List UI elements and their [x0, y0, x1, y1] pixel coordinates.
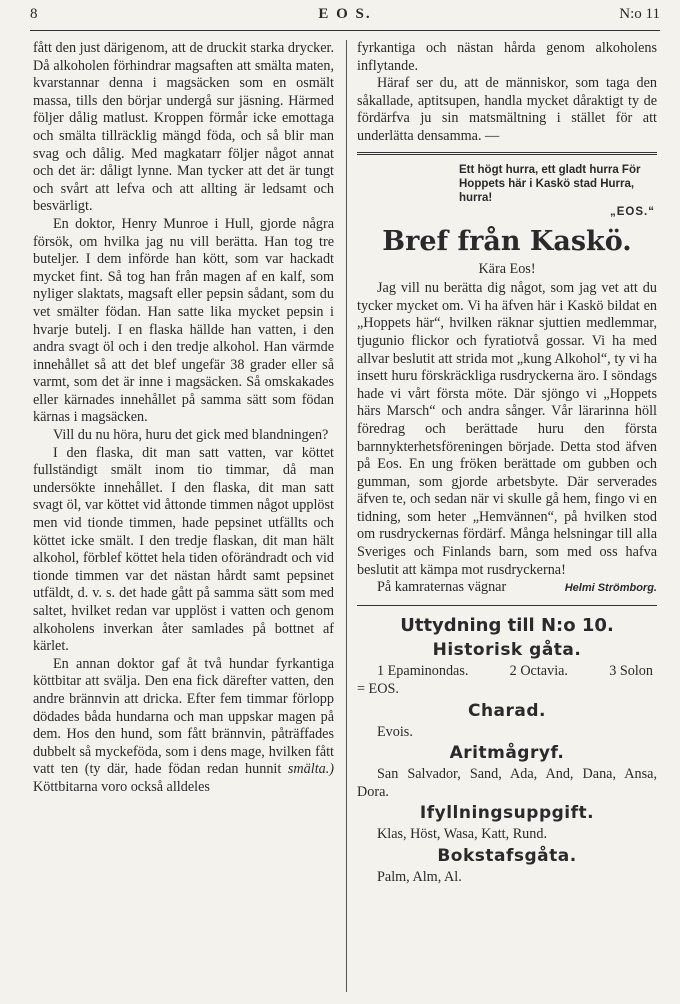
header-rule — [30, 30, 660, 31]
fyll-title: Ifyllningsuppgift. — [419, 803, 595, 824]
telegram — [459, 163, 657, 219]
answer: 3 Solon — [609, 663, 653, 680]
left-column — [33, 40, 334, 994]
fyll-answer: Klas, Höst, Wasa, Katt, Rund. — [377, 826, 548, 843]
charad-title: Charad. — [467, 700, 547, 721]
historisk-eq: = EOS. — [357, 681, 399, 698]
page-number: 8 — [30, 6, 38, 22]
paragraph: fått den just därigenom, att de druckit starka drycker. Då alkoholen förhindrar magsaften att smälta maten, kvarstannar denna i magsäcken som en osmält massa, tills den börjar undergå sur jäsning. Härmed följer dålig matlust. Kroppen förmår icke emottaga och smälta tillräcklig mängd föda, och så blir man svag och dålig. Med magkatarr följer något annat och det är: dåligt lynne. Man tycker att det är tungt och svårt att lefva och att allting är ledsamt och besvärligt. — [33, 40, 334, 215]
italic-phrase: smälta.) — [287, 761, 334, 778]
paragraph: En doktor, Henry Munroe i Hull, gjorde några försök, om hvilka jag nu vill berätta. Han tog tre buteljer. I dem införde han kött, som var hackadt mycket fint. Så tog han från magen af en kalf, som nyliger slaktats, magsaft eller pepsin sådant, som du vet smälter födan. Han satte lika mycket pepsin i hvarje butelj. I en flaska hällde han vatten, i den andra svagt öl och i den tredje alkohol. Han värmde innehållet så att det blef ungefär 38 grader eller så varmt, som det är inne i magsäcken. Så omskakades eller kärnades innehållet på samma sätt som födan kärnas i magsäcken. — [33, 215, 334, 426]
paragraph: Häraf ser du, att de människor, som taga den såkallade, aptitsupen, handla mycket dåraktigt ty de fördärfva ju sin matsmältning i stället för att underlätta densamma. — — [357, 75, 657, 144]
paragraph: Vill du nu höra, huru det gick med blandningen? — [53, 427, 329, 444]
paragraph: fyrkantiga och nästan hårda genom alkoholens inflytande. — [357, 40, 657, 74]
page-header — [30, 6, 660, 30]
answer: 1 Epaminondas. — [377, 663, 469, 680]
charad-answer: Evois. — [377, 723, 413, 740]
solutions-title: Uttydning till N:o 10. — [400, 615, 614, 637]
paragraph-tail: Köttbitarna voro också alldeles — [33, 778, 210, 795]
journal-title: E O S. — [318, 6, 372, 22]
issue-number: N:o 11 — [619, 6, 660, 22]
paragraph: I den flaska, dit man satt vatten, var köttet fullständigt smält inom tio timmar, då man undersökte innehållet. I den flaska, dit man satt svagt öl, var köttet vid åttonde timmen något upplöst men vid tionde timmen, hade pepsinet utfällts och köttet icke smält. I den tredje flaskan, dit man hält alkohol, förblef köttet hela tiden oförändradt och vid tionde timmen var det nästan hårdt samt pepsinet utfäldt, d. v. s. det hade gått på samma sätt som med saltet, hvilket redan var upplöst i vatten och genom alkoholens inverkan åter samlades på bottnet af kärlet. — [33, 444, 334, 655]
letter-closing: På kamraternas vägnar — [377, 579, 507, 596]
telegram-text: Ett högt hurra, ett gladt hurra För Hoppets här i Kaskö stad Hurra, hurra! — [459, 163, 641, 204]
paragraph-last — [33, 656, 334, 797]
aritm-answer: San Salvador, Sand, Ada, And, Dana, Ansa, Dora. — [357, 766, 657, 800]
bok-answer: Palm, Alm, Al. — [377, 869, 462, 885]
historisk-title: Historisk gåta. — [432, 640, 582, 661]
aritm-title: Aritmågryf. — [449, 743, 565, 764]
answer: 2 Octavia. — [509, 663, 568, 680]
letter-paragraph: Jag vill nu berätta dig något, som jag vet att du tycker mycket om. Vi ha äfven här i Kaskö bildat en „Hoppets här“, hvilken räknar sjuttien medlemmar, tjugunio flickor och fyratiotvå gossar. Vi ha med allvar beslutit att strida mot „kung Alkohol“, ty vi ha insett huru förskräckliga rusdryckerna äro. I söndags hade vi vårt första möte. Där sjöngo vi „Hoppets härs Marsch“ och andra sånger. Vår lärarinna höll föredrag och berättade huru den första barnnykterhetsföreningen började. Detta stod äfven på Eos. En ung fröken berättade om gubben och gumman, som gjorde arbetsbyte. Där serverades äfven te, och sedan när vi skulle gå hem, fingo vi en tidning, som heter „Hemvännen“, på hvilken stod om rusdryckernas fördärf. Många helsningar till alla Sveriges och Finlands barn, som med oss hafva beslutit att kämpa mot rusdryckerna! — [357, 280, 657, 578]
column-divider — [346, 40, 347, 992]
telegram-sign: „EOS.“ — [610, 205, 655, 218]
letter-greeting: Kära Eos! — [478, 260, 536, 277]
section-rule — [357, 605, 657, 606]
paragraph-text: En annan doktor gaf åt två hundar fyrkantiga köttbitar att svälja. Den ena fick därefter vatten, den andre brännvin att dricka. Efter fem timmar förlopp dödades båda hundarna och man uppskar magen på dem. Hos den hund, som fått brännvin, påträffades dubbelt så myckeföda, som i dens mage, hvilken fått vatt ten (ty där, hade födan redan hunnit — [33, 655, 334, 778]
letter-signature: Helmi Strömborg. — [564, 581, 657, 594]
bok-title: Bokstafsgåta. — [437, 846, 577, 866]
section-rule — [357, 152, 657, 155]
right-column — [357, 40, 657, 994]
historisk-answers — [357, 663, 657, 681]
letter-title: Bref från Kaskö. — [382, 225, 632, 257]
